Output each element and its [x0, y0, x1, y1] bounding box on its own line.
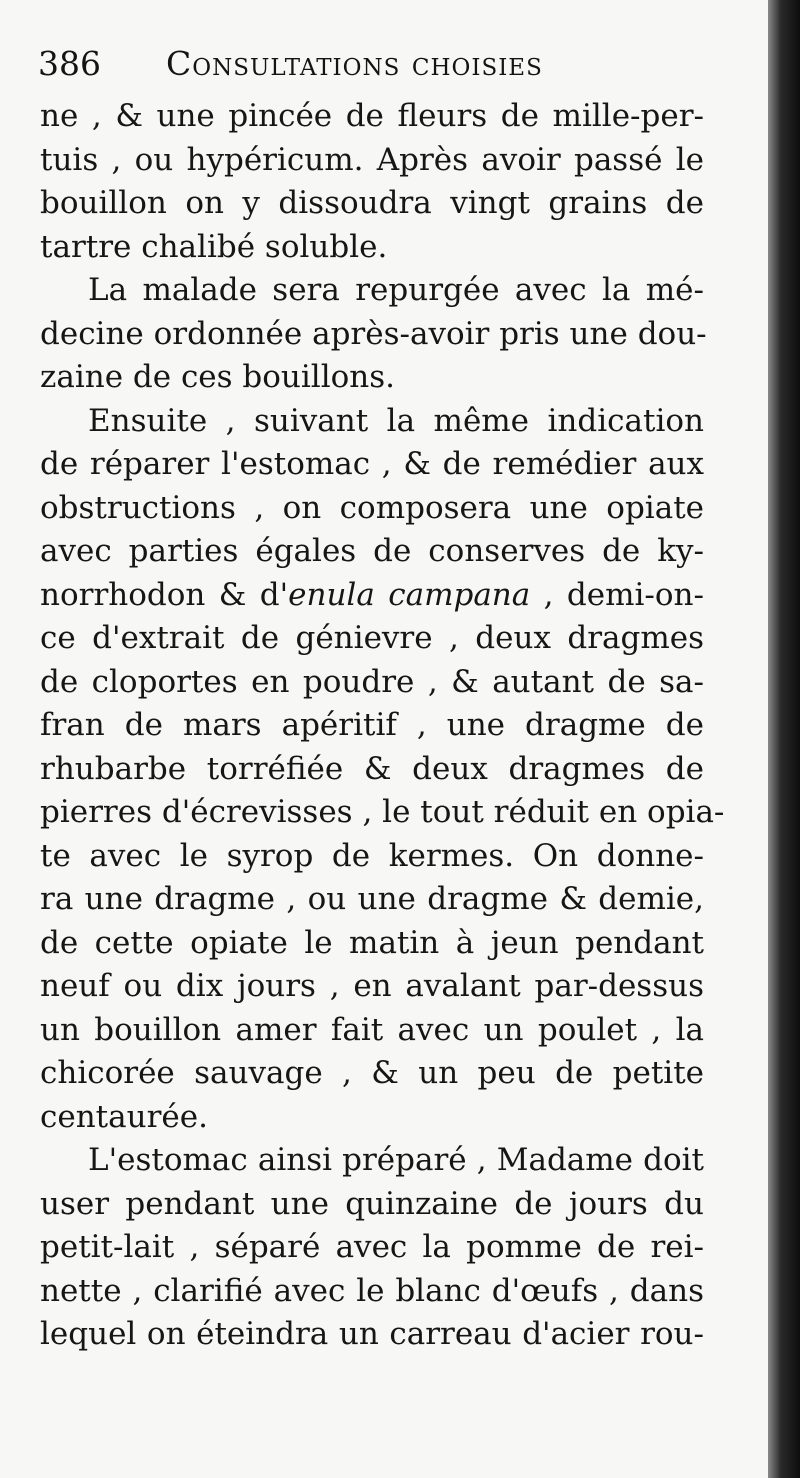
text-line: ce d'extrait de génievre , deux dragmes — [40, 620, 704, 656]
page-number: 386 — [38, 44, 101, 83]
italic-term: enula campana — [288, 576, 531, 613]
text-line: rhubarbe torréfiée & deux dragmes de — [40, 750, 704, 787]
text-line: user pendant une quinzaine de jours du — [40, 1185, 704, 1222]
text-line: obstructions , on composera une opiate — [40, 489, 704, 526]
text-line: de réparer l'estomac , & de remédier aux — [40, 446, 704, 482]
text-line: pierres d'écrevisses , le tout réduit en opia- — [40, 794, 725, 830]
text-line: bouillon on y dissoudra vingt grains de — [40, 185, 704, 221]
text-segment: , demi-on- — [530, 576, 704, 613]
text-line: te avec le syrop de kermes. On donne- — [40, 837, 704, 874]
text-line: chicorée sauvage , & un peu de petite — [40, 1055, 704, 1091]
text-line: tuis , ou hypéricum. Après avoir passé le — [40, 141, 704, 178]
text-line: un bouillon amer fait avec un poulet , la — [40, 1011, 704, 1048]
paragraph-start-line: L'estomac ainsi préparé , Madame doit — [88, 1142, 704, 1178]
text-line: fran de mars apéritif , une dragme de — [40, 707, 704, 743]
text-line: zaine de ces bouillons. — [40, 359, 396, 395]
text-line: lequel on éteindra un carreau d'acier rou- — [40, 1316, 704, 1352]
text-line: nette , clarifié avec le blanc d'œufs , dans — [40, 1272, 704, 1309]
text-line: ne , & une pincée de fleurs de mille-per- — [40, 98, 704, 134]
page-header — [38, 40, 718, 100]
text-line: centaurée. — [40, 1098, 208, 1135]
text-segment: norrhodon & d' — [40, 576, 289, 613]
text-line: de cloportes en poudre , & autant de sa- — [40, 663, 704, 700]
text-line: neuf ou dix jours , en avalant par-dessus — [40, 968, 704, 1004]
text-line: ra une dragme , ou une dragme & demie, — [40, 881, 704, 917]
running-title: Consultations choisies — [166, 44, 543, 83]
text-line: decine ordonnée après-avoir pris une dou- — [40, 315, 707, 352]
text-line: petit-lait , séparé avec la pomme de rei- — [40, 1229, 704, 1265]
body-text — [40, 95, 725, 1357]
text-line: tartre chalibé soluble. — [40, 228, 388, 265]
text-line: de cette opiate le matin à jeun pendant — [40, 924, 704, 961]
paragraph-start-line: Ensuite , suivant la même indication — [88, 402, 704, 439]
text-line: avec parties égales de conserves de ky- — [40, 533, 704, 569]
page-edge-shadow — [768, 0, 800, 1478]
text-line — [40, 574, 704, 618]
paragraph-start-line: La malade sera repurgée avec la mé- — [88, 272, 704, 308]
